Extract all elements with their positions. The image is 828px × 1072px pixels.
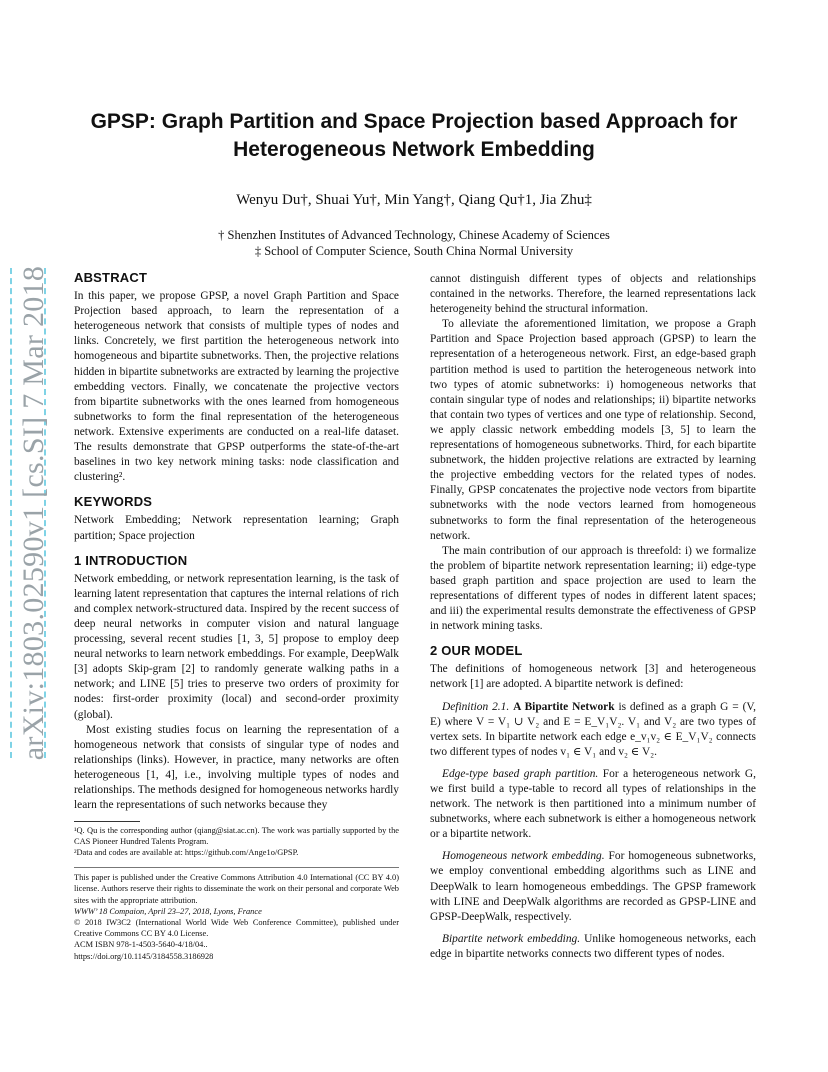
keywords-text: Network Embedding; Network representation learning; Graph partition; Space projection [74,514,399,542]
arxiv-id: arXiv:1803.02590v1 [cs.SI] 7 Mar 2018 [17,265,50,761]
edge-partition-paragraph [430,767,756,842]
affiliation-2: ‡ School of Computer Science, South China Normal University [254,244,574,258]
copyright-text: © 2018 IW3C2 (International World Wide Web Conference Committee), published under Creative Commons CC BY 4.0 License. [74,918,399,939]
homogeneous-text: For homogeneous subnetworks, we employ conventional embedding algorithms such as LINE and DeepWalk to learn homogeneous embeddings. The GPSP framework with LINE and DeepWalk algorithms are recorded as GPSP-LINE and GPSP-DeepWalk, respectively. [430,850,756,923]
right-column [430,272,756,962]
doi-link[interactable]: https://doi.org/10.1145/3184558.3186928 [74,951,214,961]
intro-paragraph-1: Network embedding, or network representation learning, is the task of learning latent representation that captures the internal relations of rich and complex network-structured data. Inspired by the recent success of deep neural networks in computer vision and natural language processing, several recent studies [1, 3, 5] propose to employ deep neural networks to learn network embeddings. For example, DeepWalk [3] adopts Skip-gram [2] to randomly generate walking paths in a network; and LINE [5] tries to preserve two orders of proximity for nodes: first-order proximity (local) and second-order proximity (global). [74,572,399,721]
license-block [74,867,399,962]
affiliation-1: † Shenzhen Institutes of Advanced Technology, Chinese Academy of Sciences [218,228,610,242]
authors: Wenyu Du†, Shuai Yu†, Min Yang†, Qiang Qu†1, Jia Zhu‡ [236,192,592,208]
arxiv-stamp [14,265,54,761]
abstract-text: In this paper, we propose GPSP, a novel Graph Partition and Space Projection based approach, to learn the representation of a heterogeneous network that consists of multiple types of nodes and links. Concretely, we first partition the heterogeneous network into homogeneous and bipartite subnetworks. Then, the projective relations hidden in bipartite subnetworks are extracted by learning the projective embedding vectors. Finally, we concatenate the projective vectors from bipartite subnetworks with the ones learned from homogeneous subnetworks to form the final representation of the heterogeneous network. Extensive experiments are conducted on a real-life dataset. The results demonstrate that GPSP outperforms the state-of-the-art baselines in two key network mining tasks: node classification and clustering². [74,290,399,484]
left-column [74,270,399,962]
conference-info: WWW’ 18 Compaion, April 23–27, 2018, Lyons, France [74,906,262,916]
license-text: This paper is published under the Creative Commons Attribution 4.0 International (CC BY 4.0) license. Authors reserve their rights to disseminate the work on their personal and corporate Web sites with the appropriate attribution. [74,873,399,905]
abstract-heading: ABSTRACT [74,270,148,285]
definition-term: A Bipartite Network [513,700,615,713]
definition-text: is defined as a graph G = (V, E) where V = V₁ ∪ V₂ and E = E_V₁V₂. V₁ and V₂ are two types of vertex sets. In bipartite network each edge e_v₁v₂ ∈ E_V₁V₂ connects two different types of nodes v₁ ∈ V₁ and v₂ ∈ V₂. [430,700,756,758]
edge-partition-text: For a heterogeneous network G, we first build a type-table to record all types of relationships in the network. The network is then partitioned into a minimum number of subnetworks, where each subnetwork is either a homogeneous network or a bipartite network. [430,767,756,841]
definition-2-1 [430,700,756,760]
keywords-heading: KEYWORDS [74,494,153,510]
paper-title: GPSP: Graph Partition and Space Projection based Approach for Heterogeneous Network Embedding [90,110,738,161]
right-paragraph-1: cannot distinguish different types of objects and relationships contained in the networks. Therefore, the learned representations lack heterogeneity behind the structural information. [430,273,756,316]
definition-label: Definition 2.1. [442,700,510,713]
bipartite-paragraph [430,932,756,962]
model-heading: 2 OUR MODEL [430,643,523,659]
edge-partition-label: Edge-type based graph partition. [442,767,599,780]
bipartite-text: Unlike homogeneous networks, each edge in bipartite networks connects two different types of nodes. [430,932,756,960]
bipartite-label: Bipartite network embedding. [442,932,581,945]
footnote-2: ²Data and codes are available at: https://github.com/Ange1o/GPSP. [74,848,299,858]
right-paragraph-3: The main contribution of our approach is threefold: i) we formalize the problem of bipartite network representation learning; ii) edge-type based graph partition and space projection are used to learn the representations of different types of nodes in different latent spaces; and iii) the experimental results demonstrate the effectiveness of GPSP in network mining tasks. [430,544,756,633]
footnote-1: ¹Q. Qu is the corresponding author (qiang@siat.ac.cn). The work was partially supported by the CAS Pioneer Hundred Talents Program. [74,826,399,847]
homogeneous-label: Homogeneous network embedding. [442,850,605,863]
affiliations [60,227,768,259]
intro-heading: 1 INTRODUCTION [74,552,188,568]
isbn-text: ACM ISBN 978-1-4503-5640-4/18/04.. [74,940,208,950]
intro-paragraph-2: Most existing studies focus on learning the representation of a homogeneous network that consists of singular type of nodes and relationships (links). However, in practice, many networks are often heterogeneous [1, 4], i.e., involving multiple types of nodes and relationships. The methods designed for homogeneous networks hardly learn the representations of such networks because they [74,723,399,812]
right-paragraph-2: To alleviate the aforementioned limitation, we propose a Graph Partition and Space Projection based approach (GPSP) to learn the representation of a heterogeneous network. First, an edge-based graph partition method is used to partition the heterogeneous network into two types of atomic subnetworks: i) homogeneous networks that contain singular type of nodes and relationships; ii) bipartite networks that contain two types of vertices and one type of relationship. Second, we apply classic network embedding models [3, 5] to learn the representations of homogeneous subnetworks. Third, for each bipartite subnetwork, the hidden projective relations are extracted by learning the projective embedding vectors for the related types of nodes. Finally, GPSP concatenates the projective node vectors from bipartite subnetworks with the node vectors learned from homogeneous subnetworks to form the final representation of the heterogeneous network. [430,318,756,542]
homogeneous-paragraph [430,849,756,924]
model-intro: The definitions of homogeneous network [3] and heterogeneous network [1] are adopted. A bipartite network is defined: [430,663,756,691]
footnote-rule [74,821,140,822]
